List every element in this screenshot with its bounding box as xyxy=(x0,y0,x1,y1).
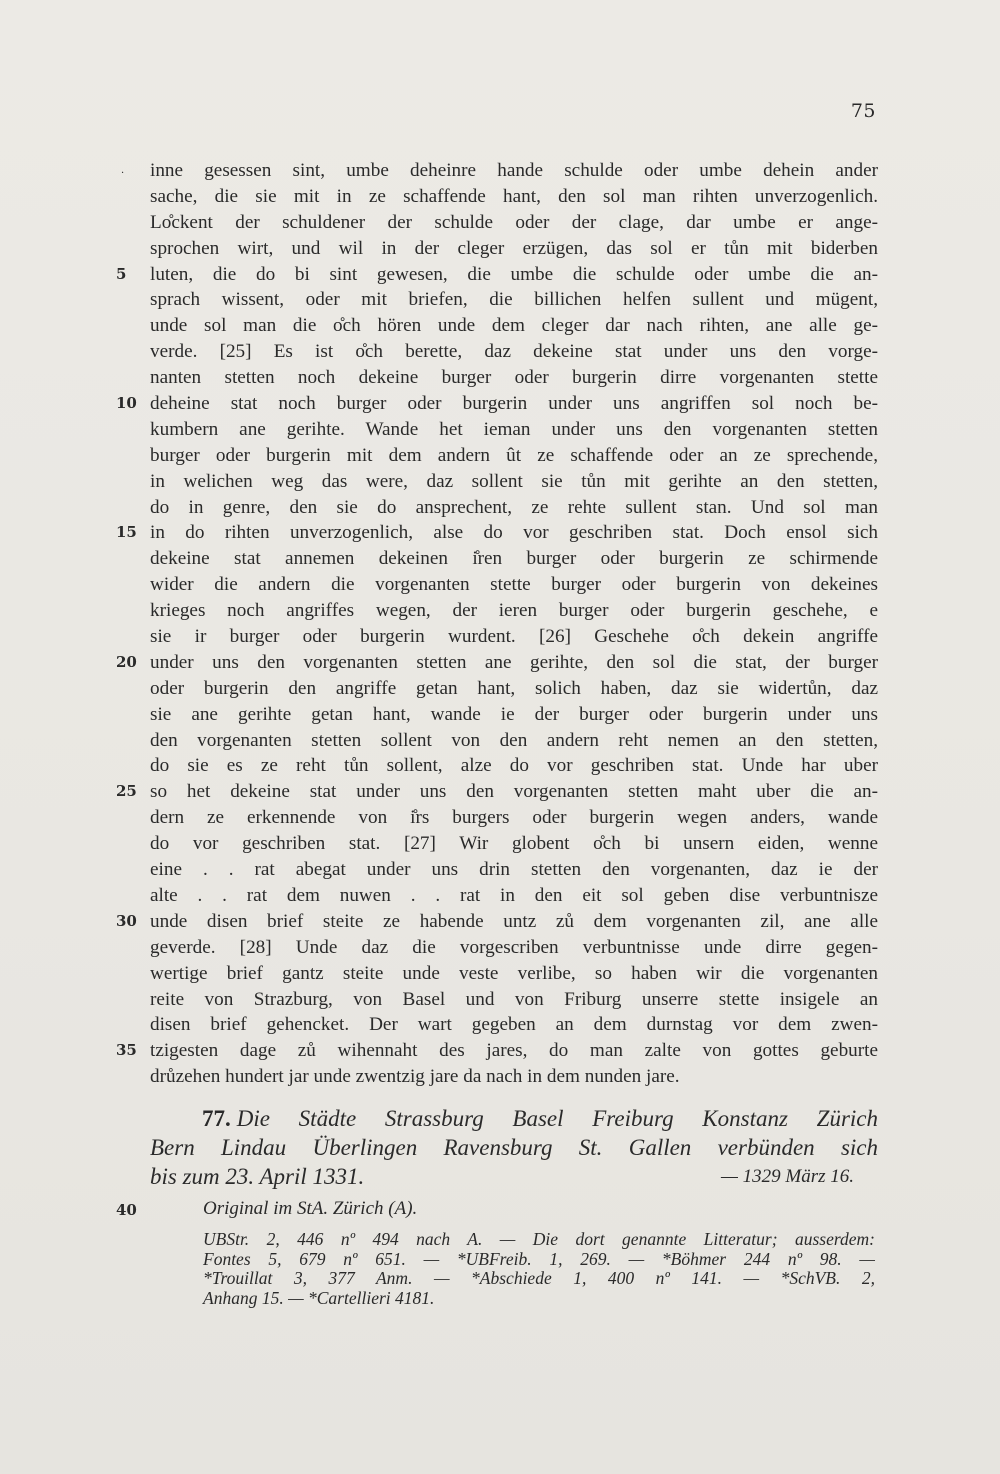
line-text: tzigesten dage zů wihennaht des jares, do man zalte von gottes geburte xyxy=(150,1040,878,1062)
line-text: kumbern ane gerihte. Wande het ieman under uns den vorgenanten stetten xyxy=(150,418,878,440)
line-text: inne gesessen sint, umbe deheinre hande schulde oder umbe dehein ander xyxy=(150,160,878,181)
line-text: dern ze erkennende von i̊rs burgers oder burgerin wegen anders, wande xyxy=(150,807,878,829)
line-number: 15 xyxy=(116,523,137,542)
text-line xyxy=(150,753,878,779)
text-line xyxy=(150,598,878,624)
line-text: in do rihten unverzogenlich, alse do vor geschriben stat. Doch ensol sich xyxy=(150,522,878,544)
line-text: sprochen wirt, und wil in der cleger erzügen, das sol er tůn mit biderben xyxy=(150,237,878,259)
heading-line-3 xyxy=(150,1162,878,1191)
document-date: — 1329 März 16. xyxy=(720,1166,854,1187)
heading-line-2: Bern Lindau Überlingen Ravensburg St. Gallen verbünden sich xyxy=(150,1135,878,1160)
text-line xyxy=(116,650,878,676)
line-text: dekeine stat annemen dekeinen i̊ren burger oder burgerin ze schirmende xyxy=(150,548,878,570)
text-line xyxy=(116,391,878,417)
text-line xyxy=(150,883,878,909)
reference-line: UBStr. 2, 446 nº 494 nach A. — Die dort genannte Litteratur; ausserdem: xyxy=(203,1229,875,1249)
text-line xyxy=(116,909,878,935)
line-number: 20 xyxy=(116,652,137,671)
line-text: so het dekeine stat under uns den vorgenanten stetten maht uber die an- xyxy=(150,781,878,803)
line-text: alte . . rat dem nuwen . . rat in den eit sol geben dise verbuntnisze xyxy=(150,884,878,906)
line-number: 5 xyxy=(116,264,127,283)
margin-mark: · xyxy=(121,168,125,179)
line-text: unde disen brief steite ze habende untz zů dem vorgenanten zil, ane alle xyxy=(150,910,878,932)
reference-line: *Trouillat 3, 377 Anm. — *Abschiede 1, 400 nº 141. — *SchVB. 2, xyxy=(203,1268,875,1288)
line-text: reite von Strazburg, von Basel und von Friburg unserre stette insigele an xyxy=(150,988,878,1010)
line-text: geverde. [28] Unde daz die vorgescriben verbuntnisse unde dirre gegen- xyxy=(150,936,878,958)
text-line xyxy=(116,520,878,546)
references xyxy=(203,1230,875,1308)
original-source: Original im StA. Zürich (A). xyxy=(203,1198,418,1219)
text-line xyxy=(116,779,878,805)
text-line xyxy=(150,728,878,754)
line-text: under uns den vorgenanten stetten ane gerihte, den sol die stat, der burger xyxy=(150,651,878,673)
line-text: drůzehen hundert jar unde zwentzig jare da nach in dem nunden jare. xyxy=(150,1066,680,1088)
text-line xyxy=(150,831,878,857)
text-line xyxy=(150,935,878,961)
text-line xyxy=(116,262,878,288)
text-line xyxy=(150,987,878,1013)
line-number: 30 xyxy=(116,911,137,930)
text-line xyxy=(150,546,878,572)
line-text: in welichen weg das were, daz sollent sie tůn mit gerihte an den stetten, xyxy=(150,470,878,492)
text-line xyxy=(150,236,878,262)
page-number: 75 xyxy=(850,100,876,122)
line-text: nanten stetten noch dekeine burger oder burgerin dirre vorgenanten stette xyxy=(150,367,878,389)
document-heading xyxy=(150,1104,878,1191)
line-text: krieges noch angriffes wegen, der ieren burger oder burgerin geschehe, e xyxy=(150,600,878,622)
heading-text-1: Die Städte Strassburg Basel Freiburg Konstanz Zürich xyxy=(236,1106,878,1131)
text-line xyxy=(150,210,878,236)
line-text: do sie es ze reht tůn sollent, alze do vor geschriben stat. Unde har uber xyxy=(150,755,878,777)
text-line xyxy=(150,469,878,495)
line-text: sprach wissent, oder mit briefen, die billichen helfen sullent und mügent, xyxy=(150,289,878,311)
line-text: disen brief gehencket. Der wart gegeben an dem durnstag vor dem zwen- xyxy=(150,1014,878,1036)
line-text: Lo̊ckent der schuldener der schulde oder der clage, dar umbe er ange- xyxy=(150,211,878,233)
line-text: den vorgenanten stetten sollent von den andern reht nemen an den stetten, xyxy=(150,729,878,751)
text-line xyxy=(150,1064,878,1090)
text-line xyxy=(150,495,878,521)
line-text: burger oder burgerin mit dem andern ût ze schaffende oder an ze sprechende, xyxy=(150,444,878,466)
line-text: deheine stat noch burger oder burgerin under uns angriffen sol noch be- xyxy=(150,393,878,415)
text-line xyxy=(116,1038,878,1064)
line-text: eine . . rat abegat under uns drin stetten den vorgenanten, daz ie der xyxy=(150,859,878,881)
text-line xyxy=(150,417,878,443)
text-line xyxy=(150,313,878,339)
line-text: verde. [25] Es ist o̊ch berette, daz dekeine stat under uns den vorge- xyxy=(150,341,878,363)
text-line xyxy=(150,805,878,831)
text-line xyxy=(150,1012,878,1038)
line-number: 35 xyxy=(116,1041,137,1060)
text-line xyxy=(150,702,878,728)
heading-line-1 xyxy=(150,1104,878,1133)
reference-line: Fontes 5, 679 nº 651. — *UBFreib. 1, 269. — *Böhmer 244 nº 98. — xyxy=(203,1248,875,1269)
heading-text-3: bis zum 23. April 1331. xyxy=(150,1164,365,1189)
line-number-40: 40 xyxy=(116,1201,137,1219)
text-line xyxy=(150,443,878,469)
text-line xyxy=(150,857,878,883)
text-line xyxy=(150,365,878,391)
line-text: luten, die do bi sint gewesen, die umbe die schulde oder umbe die an- xyxy=(150,263,878,285)
line-text: sache, die sie mit in ze schaffende hant, den sol man rihten unverzogenlich. xyxy=(150,185,878,207)
reference-line: Anhang 15. — *Cartellieri 4181. xyxy=(203,1287,435,1308)
line-number: 10 xyxy=(116,394,137,413)
body-text xyxy=(116,158,878,1090)
text-line xyxy=(150,961,878,987)
text-line xyxy=(150,339,878,365)
text-line xyxy=(150,158,878,184)
text-line xyxy=(150,287,878,313)
line-text: wider die andern die vorgenanten stette burger oder burgerin von dekeines xyxy=(150,574,878,596)
text-line xyxy=(150,184,878,210)
line-text: oder burgerin den angriffe getan hant, solich haben, daz sie widertůn, daz xyxy=(150,677,878,699)
line-text: sie ane gerihte getan hant, wande ie der burger oder burgerin under uns xyxy=(150,703,878,725)
text-line xyxy=(150,572,878,598)
line-text: do in genre, den sie do ansprechent, ze rehte sullent stan. Und sol man xyxy=(150,496,878,518)
document-number: 77. xyxy=(202,1106,231,1131)
text-line xyxy=(150,624,878,650)
text-line xyxy=(150,676,878,702)
line-number: 25 xyxy=(116,782,137,801)
line-text: wertige brief gantz steite unde veste verlibe, so haben wir die vorgenanten xyxy=(150,962,878,984)
line-text: do vor geschriben stat. [27] Wir globent o̊ch bi unsern eiden, wenne xyxy=(150,833,878,855)
line-text: sie ir burger oder burgerin wurdent. [26] Geschehe o̊ch dekein angriffe xyxy=(150,626,878,648)
line-text: unde sol man die o̊ch hören unde dem cleger dar nach rihten, ane alle ge- xyxy=(150,315,878,337)
